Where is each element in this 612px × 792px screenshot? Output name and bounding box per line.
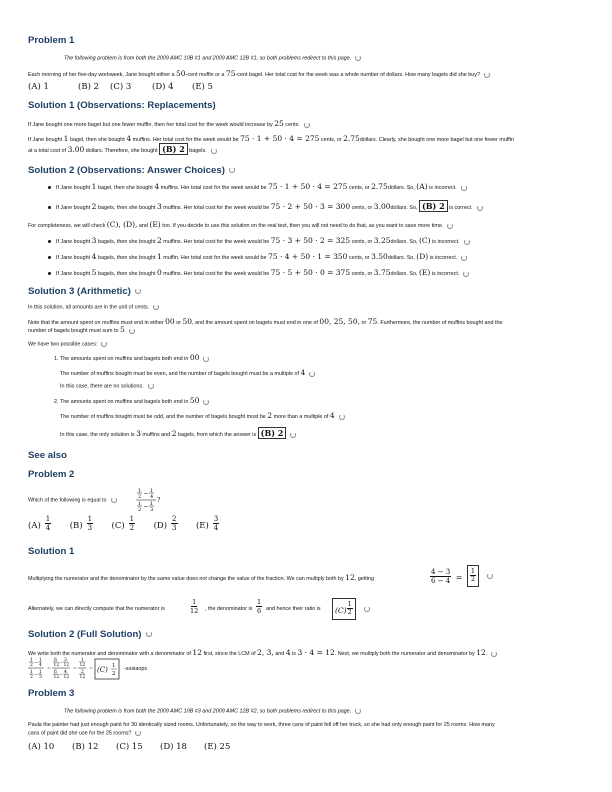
svg-text:−: − [59,661,63,666]
problem3-choice-b: (B) 12 [72,742,99,752]
solution2-bullet-1: If Jane bought 1 bagel, then she bought 4 muffins. Her total cost for the week would be 75 · 1 + 50 · 4 = 275 cents, or 2.75dollars. So, (A) is incorrect. [56,183,467,192]
answer-box: (B) 2 [258,427,287,439]
answer-box: (B) 2 [159,143,188,155]
solution2-bullet-4: If Jane bought 4 bagels, then she bought 1 muffin. Her total cost for the week would be 75 · 4 + 50 · 1 = 350 cents, or 3.50dollars. So, (D) is incorrect. [56,253,467,262]
svg-text:12: 12 [53,663,60,668]
svg-text:2: 2 [138,494,142,500]
problem2-choice-label-e: (E) [195,521,209,531]
problem2-choice-b: $\frac{1}{3}$ [87,515,93,533]
svg-text:?: ? [157,497,161,504]
solution3-case2: 2. The amounts spent on muffins and bagels both end in 50 [54,397,209,406]
problem3-heading: Problem 3 [28,688,75,699]
svg-text:−: − [59,673,63,678]
p2-solution2-computation [28,656,168,691]
p2-solution1-answer [332,598,370,620]
svg-text:3: 3 [39,675,42,680]
solution2-bullet-5: If Jane bought 5 bagels, then she bought 0 muffins. Her total cost for the week would be 75 · 5 + 50 · 0 = 375 cents, or 3.75dollars. So, (E) is incorrect. [56,269,469,278]
svg-text:1: 1 [112,663,116,669]
solution2-bullet-3: If Jane bought 3 bagels, then she bought 2 muffins. Her total cost for the week would be 75 · 3 + 50 · 2 = 325 cents, or 3.25dollars. So, (C) is incorrect. [56,237,470,246]
fraction: $\frac{4 - 3}{6 - 4}$ [431,567,451,585]
svg-text:1: 1 [150,501,154,507]
svg-text:2: 2 [30,675,33,680]
edit-icon[interactable] [339,414,345,420]
edit-icon[interactable] [101,341,107,347]
svg-text:2: 2 [81,670,84,675]
svg-text:12: 12 [79,663,86,668]
p2-solution2-heading: Solution 2 (Full Solution) [28,629,152,640]
solution3-case1-line2: The number of muffins bought must be even, and the number of bagels bought must be a multiple of 4 [60,369,315,378]
nested-fraction [135,487,161,513]
edit-icon[interactable] [148,383,154,389]
svg-text:12: 12 [63,675,70,680]
problem2-choices [28,515,219,533]
p2-solution2-line1: We write both the numerator and denominator with a denominator of 12 first, since the LCM of 2, 3, and 4 is 3 · 4 = 12. Next, we multiply both the numerator and denominator by 12. [28,649,497,658]
solution3-case2-line2: The number of muffins bought must be odd, and the number of bagels bought must be 2 more than a multiple of 4 [60,412,345,421]
solution2-completeness: For completeness, we will check (C), (D), and (E) too. If you decide to use this solution on the real test, then you will not need to do that, as you want to save more time. [28,221,453,230]
svg-text:4: 4 [39,663,42,668]
solution1-line2: If Jane bought 1 bagel, then she bought 4 muffins. Her total cost for the week would be 75 · 1 + 50 · 4 = 275 cents, or 2.75dollars. Clearly, she bought one more bagel but one fewer muffin [28,134,514,143]
problem2-choice-label-b: (B) [69,521,83,531]
problem1-choice-a: (A) 1 [28,82,49,92]
problem2-expression [135,487,161,518]
edit-icon[interactable] [290,432,296,438]
edit-icon[interactable] [135,288,141,294]
svg-text:−: − [34,661,38,666]
p2-solution1-line1: Multiplying the numerator and the denominator by the same value does not change the value of the fraction. We can multiply both by 12, getting [28,573,374,582]
problem1-choice-c: (C) 3 [110,82,132,92]
edit-icon[interactable] [153,304,159,310]
edit-icon[interactable] [447,223,453,229]
problem2-choice-d: $\frac{2}{3}$ [172,515,177,533]
problem2-stem: Which of the following is equal to [28,497,117,504]
svg-text:2: 2 [30,663,33,668]
svg-text:1: 1 [150,488,154,494]
svg-text:12: 12 [53,675,60,680]
problem1-heading: Problem 1 [28,35,75,46]
edit-icon[interactable] [111,497,117,503]
solution2-heading: Solution 2 (Observations: Answer Choices) [28,165,235,176]
solution3-cases-intro: We have two possible cases: [28,341,107,348]
problem2-choice-a: $\frac{1}{4}$ [45,515,51,533]
problem2-choice-e: $\frac{3}{4}$ [213,515,219,533]
svg-text:6: 6 [54,658,57,663]
solution1-line3: at a total cost of 3.00 dollars. Therefore, she bought (B) 2 bagels. [28,146,217,155]
svg-text:4: 4 [64,670,67,675]
problem3-note: The following problem is from both the 2009 AMC 10B #3 and 2009 AMC 12B #2, so both problems redirect to this page. [64,708,361,715]
edit-icon[interactable] [146,631,152,637]
solution1-heading: Solution 1 (Observations: Replacements) [28,100,216,111]
solution1-line1: If Jane bought one more bagel but one fewer muffin, then her total cost for the week would increase by 25 cents. [28,120,310,129]
p2-solution1-frac-num: $\frac{1}{12}$ [190,598,199,616]
solution3-heading: Solution 3 (Arithmetic) [28,286,141,297]
edit-icon[interactable] [477,205,483,211]
svg-text:3: 3 [150,507,154,513]
p2-solution1-frac-den: $\frac{1}{6}$ [257,598,262,616]
svg-text:2: 2 [138,507,142,513]
edit-icon[interactable] [229,167,235,173]
svg-text:1: 1 [30,658,33,663]
answer-box: $\frac{1}{2}$ [467,565,479,587]
problem3-choice-e: (E) 25 [204,742,231,752]
svg-text:1: 1 [30,670,33,675]
edit-icon[interactable] [135,730,141,736]
problem3-choice-a: (A) 10 [28,742,55,752]
edit-icon[interactable] [304,122,310,128]
edit-icon[interactable] [484,72,490,78]
bullet [48,272,51,275]
problem3-stem-line2: cans of paint did she use for the 25 rooms? [28,730,141,737]
svg-text:=: = [47,667,51,672]
problem1-choice-e: (E) 5 [192,82,213,92]
edit-icon[interactable] [355,708,361,714]
edit-icon[interactable] [487,573,493,579]
bullet [48,256,51,259]
solution3-case1: 1. The amounts spent on muffins and bagels both end in 00 [54,354,209,363]
svg-text:1: 1 [81,658,84,663]
solution3-line2: Note that the amount spent on muffins must end in either 00 or 50, and the amount spent on bagels must end in one of 00, 25, 50, or 75. Furthermore, the number of muffins bought and the [28,317,503,326]
svg-text:3: 3 [64,658,67,663]
p2-solution1-line2c: and hence their ratio is [266,606,321,612]
problem2-choice-label-c: (C) [111,521,125,531]
problem2-choice-c: $\frac{1}{2}$ [129,515,135,533]
svg-text:1: 1 [138,501,142,507]
p2-solution1-result: $\frac{4 - 3}{6 - 4}$ = $\frac{1}{2}$ [430,565,493,587]
problem1-choice-d: (D) 4 [152,82,174,92]
solution3-case2-line3: In this case, the only solution is 3 muffins and 2 bagels, from which the answer is (B) 2 [60,430,296,439]
problem1-choice-b: (B) 2 [78,82,99,92]
edit-icon[interactable] [203,399,209,405]
solution3-line2b: number of bagels bought must sum to 5 [28,326,135,335]
edit-icon[interactable] [461,255,467,261]
p2-solution2-author: -sosiaops [124,666,148,672]
p2-solution1-line2b: , the denominator is [205,606,253,612]
svg-text:1: 1 [39,658,42,663]
solution3-case1-line3: In this case, there are no solutions. [60,383,154,390]
edit-icon[interactable] [364,606,370,612]
svg-text:=: = [73,667,77,672]
see-also-heading: See also [28,450,67,461]
svg-text:1: 1 [39,670,42,675]
svg-text:12: 12 [79,675,86,680]
problem2-heading: Problem 2 [28,469,75,480]
svg-text:2: 2 [112,671,116,677]
problem2-choice-label-d: (D) [153,521,168,531]
problem3-choice-d: (D) 18 [160,742,187,752]
edit-icon[interactable] [461,185,467,191]
answer-box: (C) $\frac{1}{2}$ [332,598,356,620]
svg-text:=: = [89,667,93,672]
edit-icon[interactable] [463,271,469,277]
svg-text:6: 6 [54,670,57,675]
bullet [48,240,51,243]
svg-text:(C): (C) [97,666,108,674]
problem3-stem-line1: Paula the painter had just enough paint for 30 identically sized rooms. Unfortunately, on the way to work, three cans of paint fell off her truck, so she had only enough paint for 25 rooms. How many [28,722,495,728]
svg-text:12: 12 [63,663,70,668]
bullet [48,186,51,189]
svg-text:−: − [34,673,38,678]
svg-text:4: 4 [150,494,154,500]
edit-icon[interactable] [355,55,361,61]
edit-icon[interactable] [203,356,209,362]
edit-icon[interactable] [211,148,217,154]
edit-icon[interactable] [491,651,497,657]
p2-solution1-heading: Solution 1 [28,546,75,557]
svg-text:−: − [143,503,149,511]
bullet [48,206,51,209]
frac-num-1: 1 [138,488,142,494]
problem1-stem: Each morning of her five-day workweek, Jane bought either a 50-cent muffin or a 75-cent bagel. Her total cost for the week was a whole number of dollars. How many bagels did she buy? [28,70,490,79]
edit-icon[interactable] [464,239,470,245]
problem3-choice-c: (C) 15 [116,742,143,752]
p2-solution1-line2: Alternately, we can directly compute that the numerator is [28,606,165,612]
edit-icon[interactable] [129,328,135,334]
edit-icon[interactable] [309,371,315,377]
solution3-line1: In this solution, all amounts are in the unit of cents. [28,304,159,311]
problem1-note: The following problem is from both the 2009 AMC 10B #1 and 2009 AMC 12B #1, so both problems redirect to this page. [64,55,361,62]
answer-box: (B) 2 [419,200,448,212]
problem2-choice-label-a: (A) [28,521,41,531]
solution2-bullet-2: If Jane bought 2 bagels, then she bought 3 muffins. Her total cost for the week would be 75 · 2 + 50 · 3 = 300 cents, or 3.00dollars. So, (B) 2 is correct. [56,203,483,212]
svg-text:−: − [143,490,149,498]
